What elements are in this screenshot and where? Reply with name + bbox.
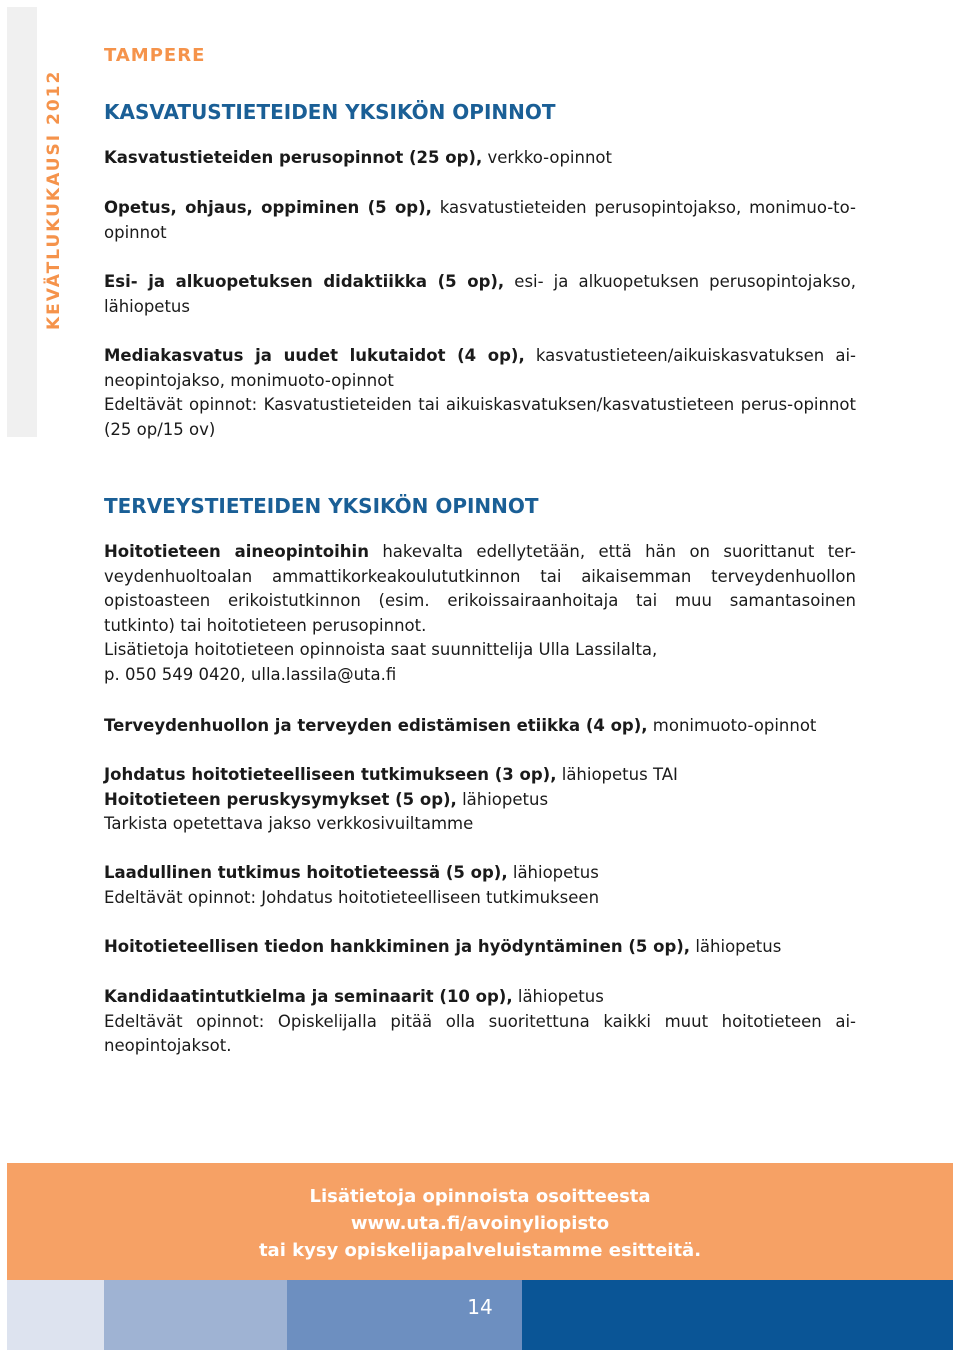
city-heading: TAMPERE	[104, 45, 206, 66]
course-name: Mediakasvatus ja uudet lukutaidot (4 op),	[104, 346, 525, 365]
info-banner	[7, 1163, 953, 1280]
course-item	[104, 714, 856, 739]
course-detail: kasvatustieteen/aikuiskasvatuksen ai-neopintojakso, monimuoto-opinnot	[104, 346, 856, 390]
course-item	[104, 935, 856, 960]
course-name: Kandidaatintutkielma ja seminaarit (10 op),	[104, 987, 513, 1006]
course-detail: lähiopetus	[507, 863, 599, 882]
course-detail: kasvatustieteiden perusopintojakso, monimuo-to-opinnot	[104, 198, 857, 242]
banner-url: www.uta.fi/avoinyliopisto	[350, 1213, 610, 1234]
intro-paragraph	[104, 540, 856, 687]
course-item	[104, 985, 856, 1059]
banner-line: tai kysy opiskelijapalveluistamme esitteitä.	[258, 1240, 702, 1261]
course-detail: esi- ja alkuopetuksen perusopintojakso, lähiopetus	[104, 272, 856, 316]
intro-text: hakevalta edellytetään, että hän on suorittanut ter-veydenhuoltoalan ammattikorkeakoulututkinnon tai aikaisemman terveydenhuollon opistoasteen erikoistutkinnon (esim. erikoissairaanhoitaja tai muu samantasoinen tutkinto) tai hoitotieteen perusopinnot.	[104, 542, 857, 635]
course-item	[104, 270, 856, 319]
course-note: Tarkista opetettava jakso verkkosivuiltamme	[104, 814, 474, 833]
section-title-education: KASVATUSTIETEIDEN YKSIKÖN OPINNOT	[104, 100, 556, 124]
footer-bar-1	[7, 1280, 104, 1350]
footer-bar-2	[104, 1280, 287, 1350]
banner-line: Lisätietoja opinnoista osoitteesta	[309, 1186, 651, 1207]
course-name: Hoitotieteellisen tiedon hankkiminen ja hyödyntäminen (5 op),	[104, 937, 691, 956]
course-name: Opetus, ohjaus, oppiminen (5 op),	[104, 198, 432, 217]
side-band	[7, 7, 37, 437]
contact-line: Lisätietoja hoitotieteen opinnoista saat suunnittelija Ulla Lassilalta,	[104, 640, 658, 659]
course-detail: lähiopetus	[456, 789, 549, 809]
course-note: Edeltävät opinnot: Opiskelijalla pitää olla suoritettuna kaikki muut hoitotieteen ai-neopintojaksot.	[104, 1011, 856, 1055]
course-detail: verkko-opinnot	[482, 148, 612, 167]
course-name: Johdatus hoitotieteelliseen tutkimukseen (3 op),	[104, 765, 557, 784]
course-name: Kasvatustieteiden perusopinnot (25 op),	[104, 148, 483, 167]
section-title-health: TERVEYSTIETEIDEN YKSIKÖN OPINNOT	[104, 494, 539, 518]
page-number: 14	[467, 1295, 493, 1319]
course-name: Hoitotieteen peruskysymykset (5 op),	[104, 789, 457, 809]
course-item	[104, 344, 856, 442]
course-name: Esi- ja alkuopetuksen didaktiikka (5 op),	[104, 272, 505, 291]
course-detail: lähiopetus TAI	[556, 765, 678, 784]
footer-bar-4	[522, 1280, 953, 1350]
course-item	[104, 763, 856, 837]
intro-bold: Hoitotieteen aineopintoihin	[104, 542, 369, 561]
course-note: Edeltävät opinnot: Johdatus hoitotieteelliseen tutkimukseen	[104, 887, 600, 907]
course-detail: lähiopetus	[690, 937, 782, 956]
course-item	[104, 196, 856, 245]
course-item	[104, 861, 856, 910]
course-name: Terveydenhuollon ja terveyden edistämisen etiikka (4 op),	[104, 716, 648, 735]
course-detail: monimuoto-opinnot	[647, 716, 817, 735]
semester-label: KEVÄTLUKUKAUSI 2012	[44, 69, 64, 330]
prerequisites: Edeltävät opinnot: Kasvatustieteiden tai aikuiskasvatuksen/kasvatustieteen perus-opinnot (25 op/15 ov)	[104, 395, 856, 439]
course-item	[104, 146, 856, 171]
course-name: Laadullinen tutkimus hoitotieteessä (5 op),	[104, 863, 508, 882]
course-detail: lähiopetus	[512, 987, 604, 1006]
contact-details: p. 050 549 0420, ulla.lassila@uta.fi	[104, 664, 397, 684]
